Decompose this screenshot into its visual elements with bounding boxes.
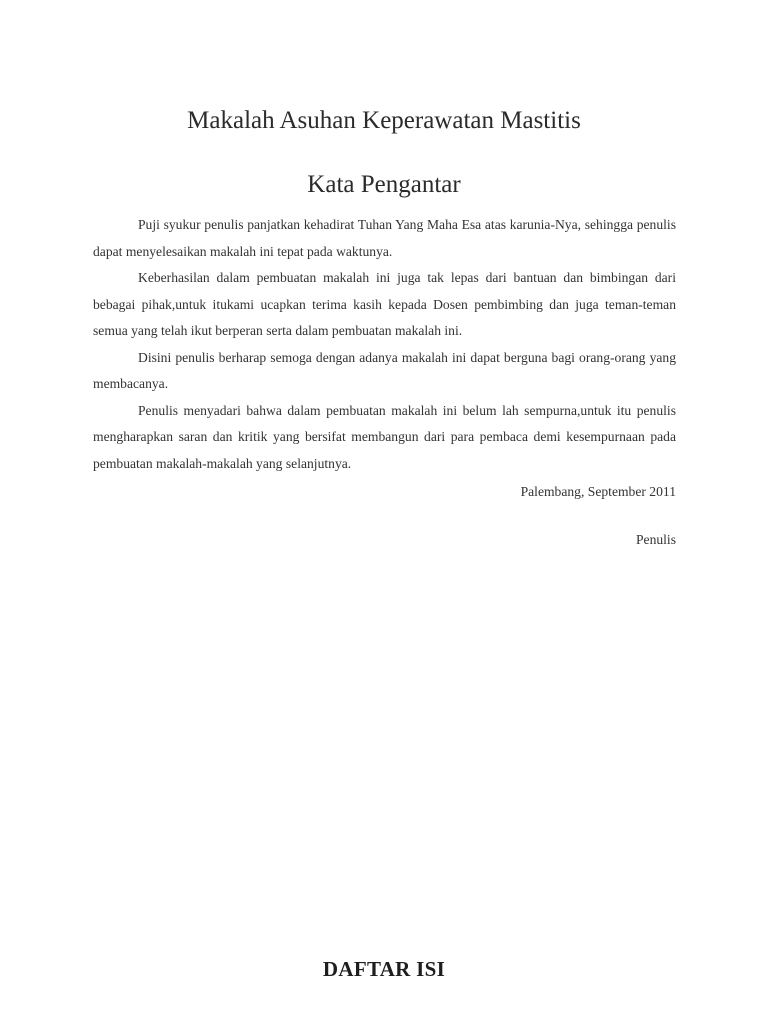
paragraph: Keberhasilan dalam pembuatan makalah ini juga tak lepas dari bantuan dan bimbingan dari bebagai pihak,untuk itukami ucapkan terima kasih kepada Dosen pembimbing dan juga teman-teman semua yang telah ikut berperan serta dalam pembuatan makalah ini. (93, 270, 676, 338)
section-title: Kata Pengantar (307, 171, 461, 198)
paragraph: Penulis menyadari bahwa dalam pembuatan makalah ini belum lah sempurna,untuk itu penulis mengharapkan saran dan kritik yang bersifat membangun dari para pembaca demi kesempurnaan pada pembuatan makalah-makalah yang selanjutnya. (93, 402, 676, 471)
table-of-contents-heading: DAFTAR ISI (322, 957, 446, 981)
paragraph: Disini penulis berharap semoga dengan adanya makalah ini dapat berguna bagi orang-orang yang membacanya. (93, 349, 676, 391)
document-title: Makalah Asuhan Keperawatan Mastitis (187, 107, 581, 134)
foreword-body (93, 212, 676, 477)
author-signature: Penulis (635, 532, 676, 547)
place-date: Palembang, September 2011 (520, 484, 676, 499)
paragraph: Puji syukur penulis panjatkan kehadirat Tuhan Yang Maha Esa atas karunia-Nya, sehingga penulis dapat menyelesaikan makalah ini tepat pada waktunya. (93, 217, 676, 259)
